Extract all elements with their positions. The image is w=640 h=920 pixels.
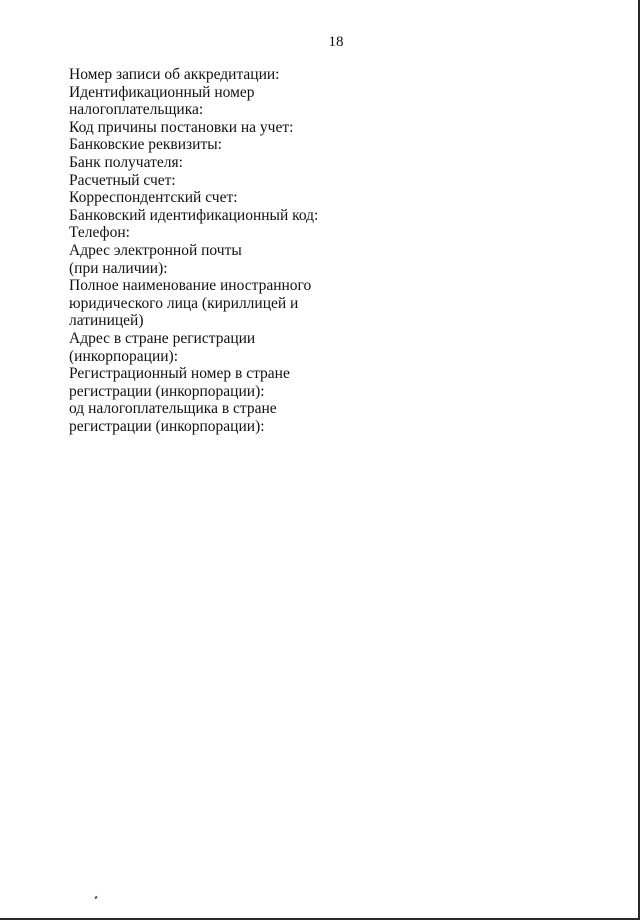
field-email: Адрес электронной почты (при наличии):	[69, 241, 242, 277]
field-foreign-entity-full-name: Полное наименование иностранного юридического лица (кириллицей и латиницей)	[69, 277, 312, 330]
field-settlement-account: Расчетный счет:	[69, 171, 176, 189]
field-phone: Телефон:	[69, 224, 130, 242]
field-registration-reason-code: Код причины постановки на учет:	[69, 118, 294, 136]
field-taxpayer-id: Идентификационный номер налогоплательщика:	[69, 83, 255, 119]
scan-speck	[94, 896, 97, 900]
page-number: 18	[328, 34, 344, 50]
field-recipient-bank: Банк получателя:	[69, 153, 183, 171]
requisites-field-list	[69, 66, 369, 435]
field-bank-identification-code: Банковский идентификационный код:	[69, 206, 319, 224]
field-registration-country-taxpayer-code: од налогоплательщика в стране регистрации (инкорпорации):	[69, 400, 277, 435]
field-accreditation-record-number: Номер записи об аккредитации:	[69, 66, 280, 83]
field-registration-country-number: Регистрационный номер в стране регистрации (инкорпорации):	[69, 365, 290, 400]
field-correspondent-account: Корреспондентский счет:	[69, 189, 238, 207]
field-bank-details: Банковские реквизиты:	[69, 136, 222, 154]
field-registration-country-address: Адрес в стране регистрации (инкорпорации):	[69, 329, 256, 365]
